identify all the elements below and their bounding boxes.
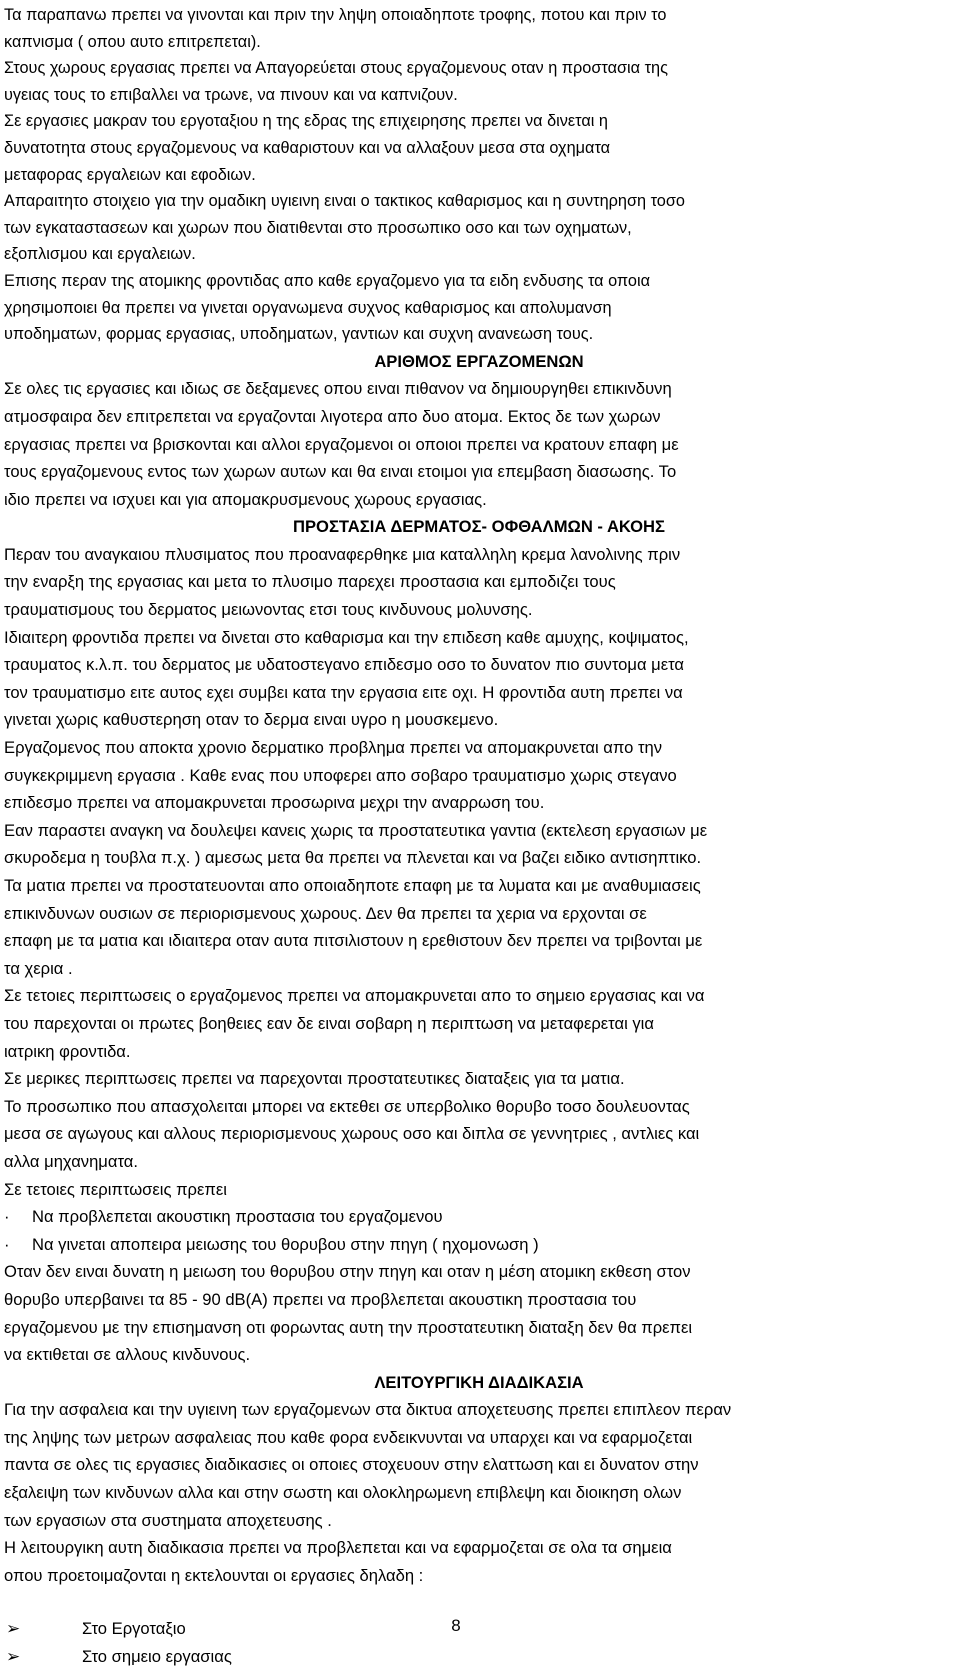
text-line: Ιδιαιτερη φροντιδα πρεπει να δινεται στο καθαρισμα και την επιδεση καθε αμυχης, κοψιματος, bbox=[4, 627, 689, 647]
list-item-text: Στο Εργοταξιο bbox=[82, 1619, 186, 1639]
text-line: ιατρικη φροντιδα. bbox=[4, 1041, 131, 1061]
text-line: τραυματος κ.λ.π. του δερματος με υδατοστεγανο επιδεσμο οσο το δυνατον πιο συντομα μετα bbox=[4, 655, 685, 675]
text-line: Απαραιτητο στοιχειο για την ομαδικη υγιεινη ειναι ο τακτικος καθαρισμος και η συντηρηση τοσο bbox=[4, 192, 685, 211]
list-item bbox=[4, 1203, 954, 1231]
arrow-bullet-icon: ➢ bbox=[6, 1647, 21, 1667]
noise-measures-list bbox=[4, 1203, 954, 1258]
text-line: Το προσωπικο που απασχολειται μπορει να εκτεθει σε υπερβολικο θορυβο τοσο δουλευοντας bbox=[4, 1096, 690, 1116]
text-line: τους εργαζομενους εντος των χωρων αυτων και θα ειναι ετοιμοι για επεμβαση διασωσης. Το bbox=[4, 462, 677, 482]
text-line: μεσα σε αγωγους και αλλους περιορισμενους χωρους οσο και διπλα σε γεννητριες , αντλιες και bbox=[4, 1124, 700, 1144]
text-line: Εργαζομενος που αποκτα χρονιο δερματικο προβλημα πρεπει να απομακρυνεται απο την bbox=[4, 738, 663, 758]
text-line: οπου προετοιμαζονται η εκτελουνται οι εργασιες δηλαδη : bbox=[4, 1565, 424, 1585]
text-line: Εαν παραστει αναγκη να δουλεψει κανεις χωρις τα προστατευτικα γαντια (εκτελεση εργασιων με bbox=[4, 820, 708, 840]
text-line: χρησιμοποιει θα πρεπει να γινεται οργανωμενα συχνος καθαρισμος και απολυμανση bbox=[4, 298, 612, 317]
text-line: εργασιας πρεπει να βρισκονται και αλλοι εργαζομενοι οι οποιοι πρεπει να κρατουν επαφη με bbox=[4, 434, 679, 454]
text-line: Στους χωρους εργασιας πρεπει να Απαγορεύεται στους εργαζομενους οταν η προστασια της bbox=[4, 59, 668, 78]
text-line: των εγκαταστασεων και χωρων που διατιθενται στο προσωπικο οσο και των οχηματων, bbox=[4, 218, 632, 237]
text-line: ιδιο πρεπει να ισχυει και για απομακρυσμενους χωρους εργασιας. bbox=[4, 489, 487, 509]
paragraph-hygiene bbox=[4, 2, 954, 348]
text-line: να εκτιθεται σε αλλους κινδυνους. bbox=[4, 1345, 251, 1365]
text-line: Περαν του αναγκαιου πλυσιματος που προαναφερθηκε μια καταλληλη κρεμα λανολινης πριν bbox=[4, 544, 681, 564]
list-item-text: Να γινεται αποπειρα μειωσης του θορυβου στην πηγη ( ηχομονωση ) bbox=[32, 1234, 539, 1254]
list-item bbox=[4, 1643, 954, 1671]
page-number: 8 bbox=[451, 1616, 461, 1635]
text-line: Σε εργασιες μακραν του εργοταξιου η της εδρας της επιχειρησης πρεπει να δινεται η bbox=[4, 112, 608, 131]
text-line: παντα σε ολες τις εργασιες διαδικασιες οι οποιες στοχευουν στην ελαττωση και ει δυνατον στην bbox=[4, 1455, 699, 1475]
text-line: συγκεκριμμενη εργασια . Καθε ενας που υποφερει απο σοβαρο τραυματισμο χωρις στεγανο bbox=[4, 765, 677, 785]
text-line: της ληψης των μετρων ασφαλειας που καθε φορα ενδεικνυνται να υπαρχει και να εφαρμοζεται bbox=[4, 1427, 693, 1447]
text-line: γινεται χωρις καθυστερηση οταν το δερμα ειναι υγρο η μουσκεμενο. bbox=[4, 710, 499, 730]
text-line: Σε τετοιες περιπτωσεις πρεπει bbox=[4, 1179, 227, 1199]
text-line: τον τραυματισμο ειτε αυτος εχει συμβει κατα την εργασια ειτε οχι. Η φροντιδα αυτη πρεπει να bbox=[4, 682, 683, 702]
text-line: υγειας τους το επιβαλλει να τρωνε, να πινουν και να καπνιζουν. bbox=[4, 85, 458, 104]
text-line: αλλα μηχανηματα. bbox=[4, 1151, 138, 1171]
text-line: του παρεχονται οι πρωτες βοηθειες εαν δε ειναι σοβαρη η περιπτωση να μεταφερεται για bbox=[4, 1013, 654, 1033]
text-line: σκυροδεμα η τουβλα π.χ. ) αμεσως μετα θα πρεπει να πλενεται και να βαζει ειδικο αντισηπτικο. bbox=[4, 848, 702, 868]
document-body bbox=[4, 2, 954, 1671]
text-line: δυνατοτητα στους εργαζομενους να καθαριστουν και να αλλαξουν μεσα στα οχηματα bbox=[4, 138, 611, 157]
text-line: εργαζομενου με την επισημανση οτι φορωντας αυτη την προστατευτικη διαταξη δεν θα πρεπει bbox=[4, 1317, 693, 1337]
text-line: τα χερια . bbox=[4, 958, 73, 978]
text-line: υποδηματων, φορμας εργασιας, υποδηματων, γαντιων και συχνη ανανεωση τους. bbox=[4, 325, 594, 344]
paragraph-procedure bbox=[4, 1396, 954, 1589]
text-line: τραυματισμους του δερματος μειωνοντας ετσι τους κινδυνους μολυνσης. bbox=[4, 600, 533, 620]
text-line: εξαλειψη των κινδυνων αλλα και στην σωστη και ολοκληρωμενη επιβλεψη και διοικηση ολων bbox=[4, 1483, 682, 1503]
text-line: Σε μερικες περιπτωσεις πρεπει να παρεχονται προστατευτικες διαταξεις για τα ματια. bbox=[4, 1069, 625, 1089]
text-line: Οταν δεν ειναι δυνατη η μειωση του θορυβου στην πηγη και οταν η μέση ατομικη εκθεση στον bbox=[4, 1262, 691, 1282]
text-line: Σε τετοιες περιπτωσεις ο εργαζομενος πρεπει να απομακρυνεται απο το σημειο εργασιας και να bbox=[4, 986, 705, 1006]
paragraph-noise-exposure bbox=[4, 1258, 954, 1368]
arrow-bullet-icon: ➢ bbox=[6, 1619, 21, 1639]
text-line: καπνισμα ( οπου αυτο επιτρεπεται). bbox=[4, 32, 261, 51]
text-line: εξοπλισμου και εργαλειων. bbox=[4, 245, 196, 264]
text-line: Τα παραπανω πρεπει να γινονται και πριν την ληψη οποιαδηποτε τροφης, ποτου και πριν το bbox=[4, 6, 667, 24]
text-line: επαφη με τα ματια και ιδιαιτερα οταν αυτα πιτσιλιστουν η ερεθιστουν δεν πρεπει να τριβονται με bbox=[4, 931, 703, 951]
text-line: των εργασιων στα συστηματα αποχετευσης . bbox=[4, 1510, 332, 1530]
heading-workers-count: ΑΡΙΘΜΟΣ ΕΡΓΑΖΟΜΕΝΩΝ bbox=[374, 351, 584, 371]
text-line: μεταφορας εργαλειων και εφοδιων. bbox=[4, 165, 256, 184]
bullet-dot-icon: · bbox=[4, 1207, 10, 1227]
text-line: Τα ματια πρεπει να προστατευονται απο οποιαδηποτε επαφη με τα λυματα και με αναθυμιασεις bbox=[4, 876, 701, 895]
list-item bbox=[4, 1231, 954, 1259]
text-line: την εναρξη της εργασιας και μετα το πλυσιμο παρεχει προστασια και εμποδιζει τους bbox=[4, 572, 616, 592]
heading-operational-procedure: ΛΕΙΤΟΥΡΓΙΚΗ ΔΙΑΔΙΚΑΣΙΑ bbox=[374, 1372, 584, 1392]
text-line: Σε ολες τις εργασιες και ιδιως σε δεξαμενες οπου ειναι πιθανον να δημιουργηθει επικινδυνη bbox=[4, 379, 672, 399]
list-item-text: Να προβλεπεται ακουστικη προστασια του εργαζομενου bbox=[32, 1207, 443, 1227]
paragraph-workers bbox=[4, 375, 954, 513]
text-line: επιδεσμο πρεπει να απομακρυνεται προσωρινα μεχρι την αναρρωση του. bbox=[4, 793, 545, 813]
text-line: ατμοσφαιρα δεν επιτρεπεται να εργαζονται λιγοτερα απο δυο ατομα. Εκτος δε των χωρων bbox=[4, 406, 661, 426]
list-item-text: Στο σημειο εργασιας bbox=[82, 1647, 232, 1667]
bullet-dot-icon: · bbox=[4, 1234, 10, 1254]
paragraph-protection bbox=[4, 541, 954, 1203]
heading-protection: ΠΡΟΣΤΑΣΙΑ ΔΕΡΜΑΤΟΣ- ΟΦΘΑΛΜΩΝ - ΑΚΟΗΣ bbox=[292, 517, 665, 537]
text-line: επικινδυνων ουσιων σε περιορισμενους χωρους. Δεν θα πρεπει τα χερια να ερχονται σε bbox=[4, 903, 647, 923]
text-line: Για την ασφαλεια και την υγιεινη των εργαζομενων στα δικτυα αποχετευσης πρεπει επιπλεον περαν bbox=[4, 1400, 732, 1420]
text-line: Επισης περαν της ατομικης φροντιδας απο καθε εργαζομενο για τα ειδη ενδυσης τα οποια bbox=[4, 271, 651, 290]
text-line: θορυβο υπερβαινει τα 85 - 90 dB(A) πρεπει να προβλεπεται ακουστικη προστασια του bbox=[4, 1289, 637, 1309]
text-line: Η λειτουργικη αυτη διαδικασια πρεπει να προβλεπεται και να εφαρμοζεται σε ολα τα σημεια bbox=[4, 1538, 672, 1558]
